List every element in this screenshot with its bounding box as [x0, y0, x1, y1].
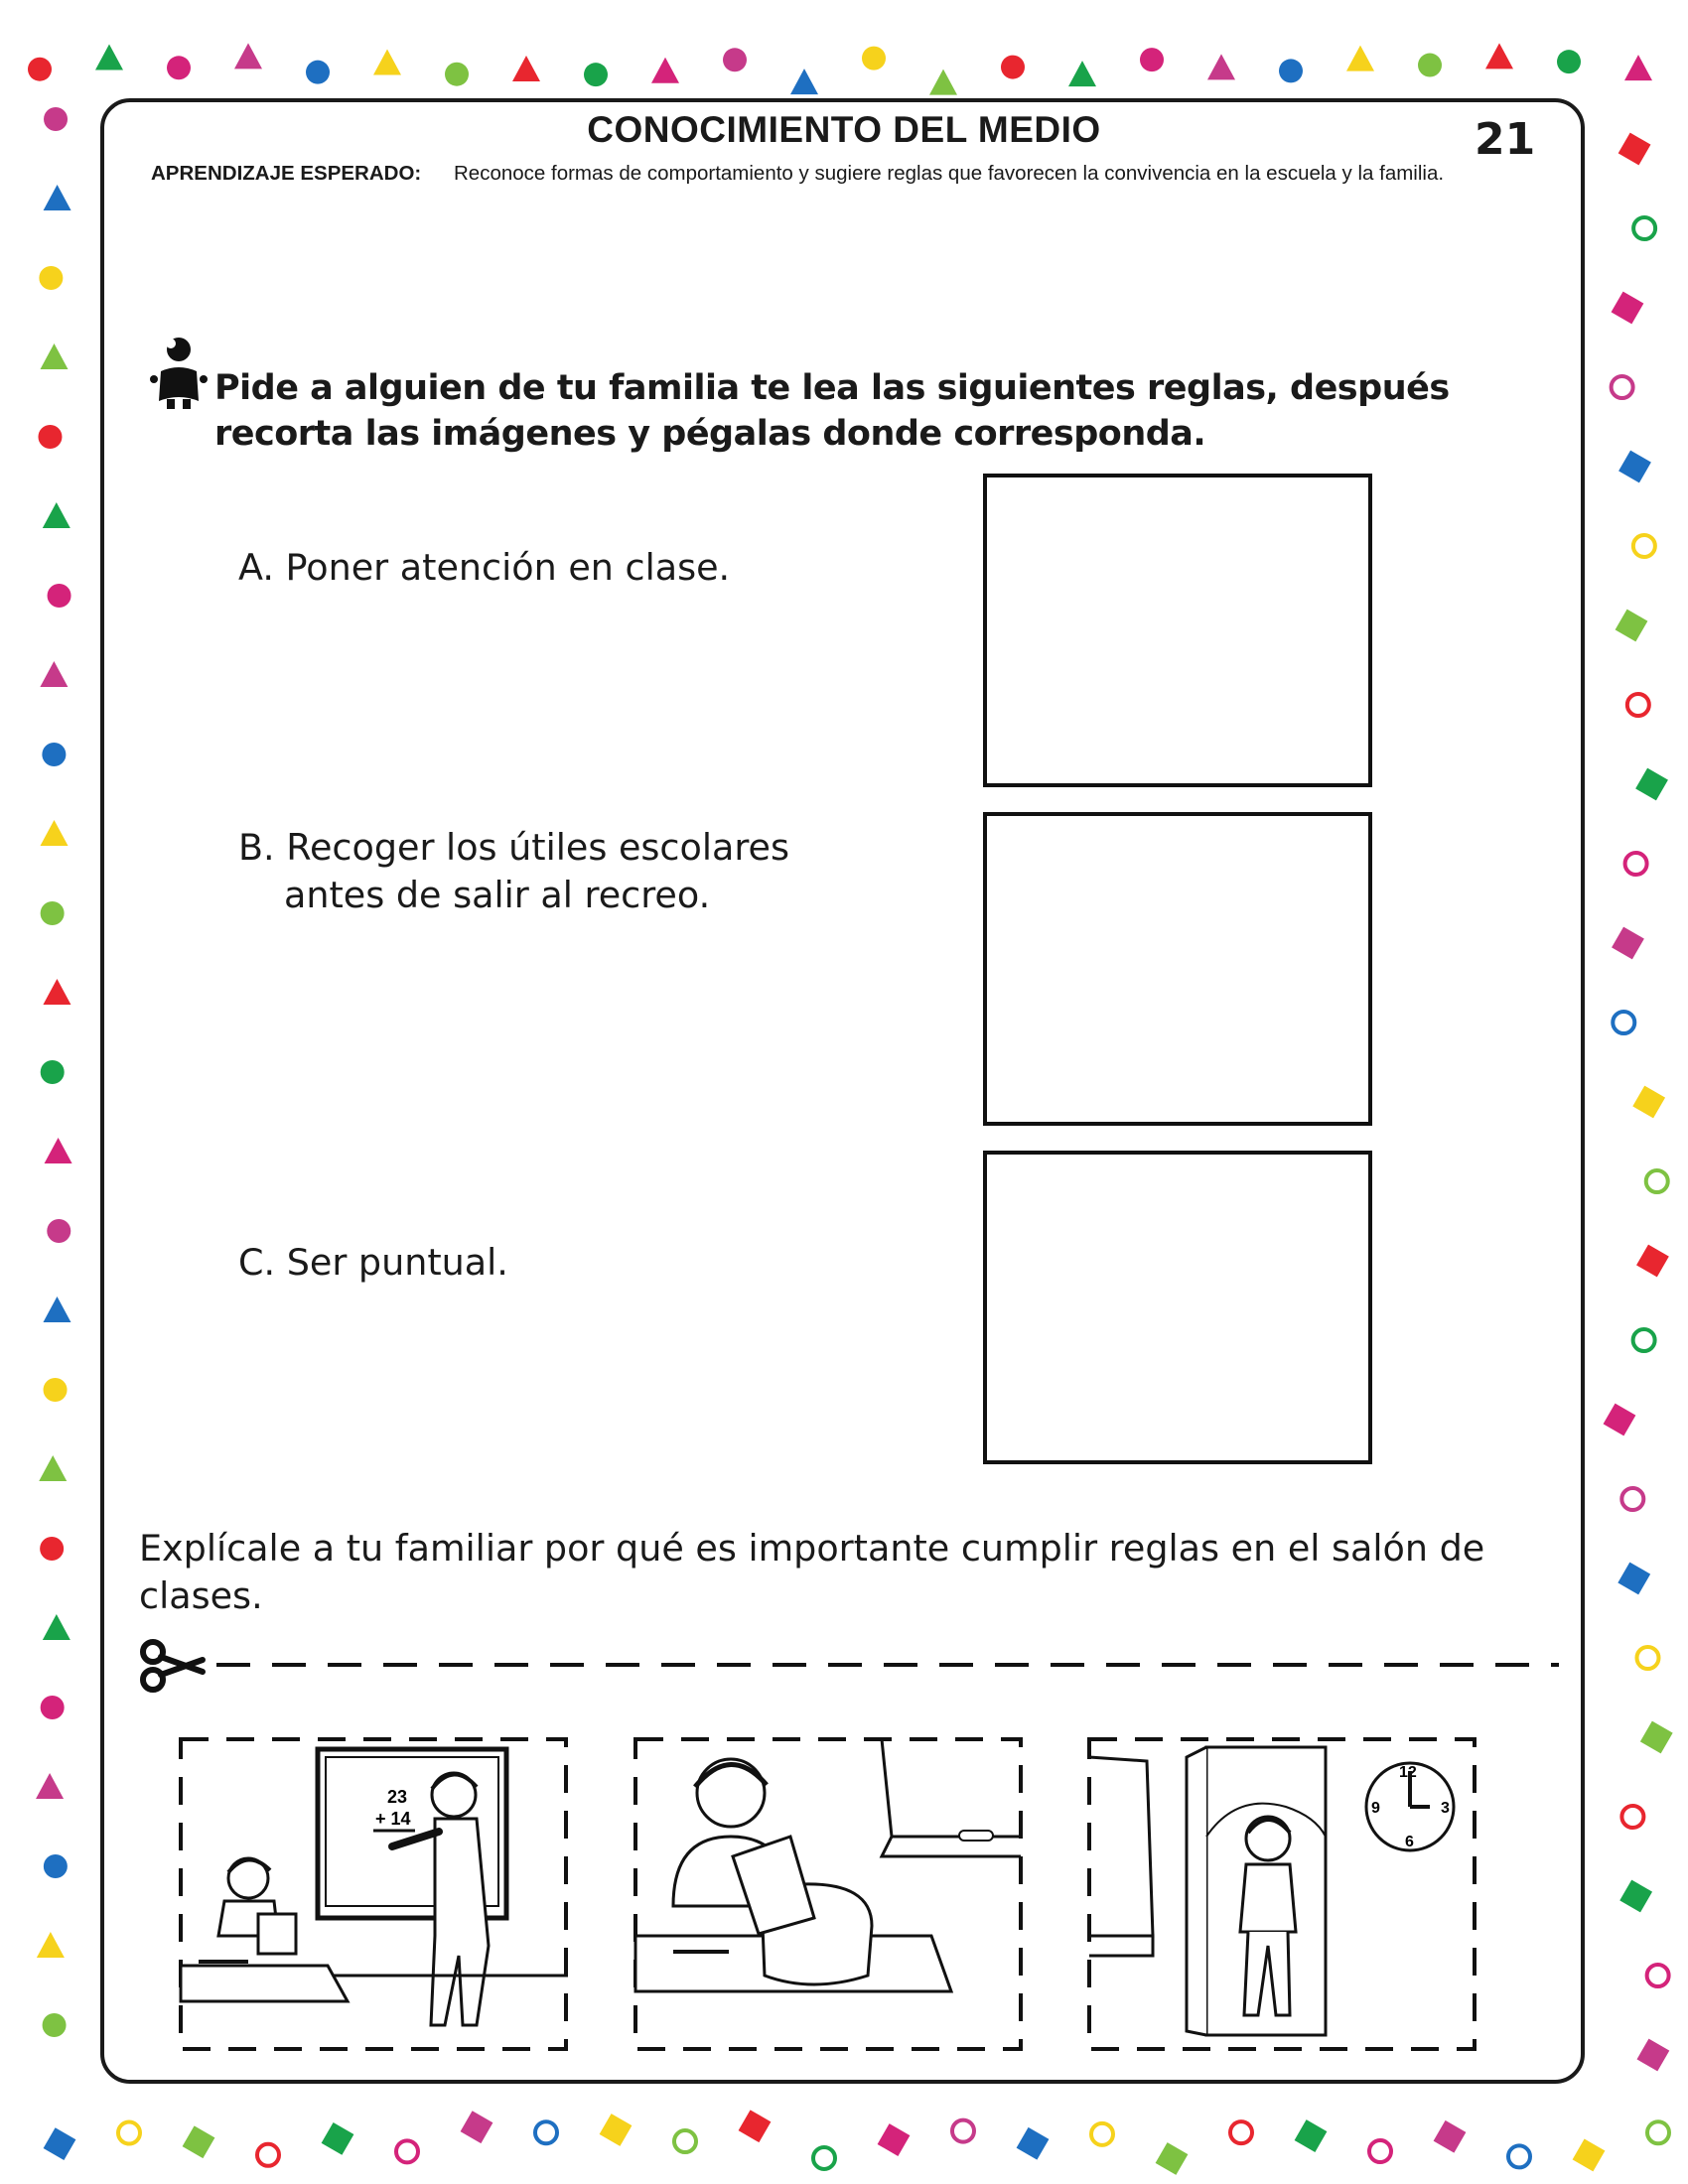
- cut-line: [139, 1640, 1559, 1690]
- confetti-piece: [600, 2114, 633, 2146]
- subject-title: CONOCIMIENTO DEL MEDIO: [587, 109, 1101, 150]
- confetti-piece: [39, 1455, 67, 1481]
- confetti-piece: [40, 1537, 64, 1561]
- cutout-card-pack-supplies[interactable]: [633, 1737, 1023, 2051]
- confetti-piece: [813, 2147, 835, 2169]
- confetti-piece: [1091, 2123, 1113, 2145]
- rule-b-text: B. Recoger los útiles escolares: [238, 826, 790, 869]
- instruction-text: Pide a alguien de tu familia te lea las siguientes reglas, después recorta las imágenes y pégalas donde corresponda.: [214, 368, 1450, 454]
- confetti-piece: [1647, 1965, 1669, 1986]
- confetti-piece: [1624, 55, 1652, 80]
- confetti-piece: [183, 2125, 215, 2158]
- confetti-piece: [739, 2110, 772, 2142]
- confetti-piece: [43, 502, 70, 528]
- confetti-piece: [584, 63, 608, 86]
- confetti-piece: [95, 44, 123, 69]
- confetti-piece: [37, 1932, 65, 1958]
- confetti-piece: [1618, 451, 1651, 483]
- confetti-piece: [1627, 694, 1649, 716]
- learning-text: Reconoce formas de comportamiento y sugiere reglas que favorecen la convivencia en la escuela y la familia.: [454, 162, 1445, 185]
- confetti-piece: [1640, 1721, 1673, 1754]
- confetti-piece: [1604, 1404, 1636, 1436]
- confetti-piece: [1418, 54, 1442, 77]
- confetti-piece: [43, 2013, 67, 2037]
- confetti-piece: [1207, 54, 1235, 79]
- teacher-blackboard-illustration: [179, 1737, 568, 2051]
- confetti-piece: [723, 48, 747, 71]
- rule-a-text: A. Poner atención en clase.: [238, 546, 731, 589]
- confetti-piece: [1621, 1488, 1643, 1510]
- confetti-piece: [952, 2120, 974, 2142]
- confetti-piece: [1068, 61, 1096, 86]
- confetti-piece: [40, 661, 68, 687]
- confetti-piece: [651, 58, 679, 83]
- confetti-piece: [1612, 927, 1644, 960]
- page-number: 21: [1475, 114, 1536, 165]
- confetti-piece: [1646, 1170, 1668, 1192]
- confetti-piece: [1001, 56, 1025, 79]
- confetti-piece: [1616, 610, 1648, 642]
- confetti-piece: [1613, 1012, 1634, 1033]
- confetti-piece: [28, 58, 52, 81]
- confetti-piece: [445, 63, 469, 86]
- clock-6: 6: [1405, 1834, 1414, 1850]
- confetti-piece: [1434, 2120, 1467, 2153]
- confetti-piece: [42, 743, 66, 766]
- clock-12: 12: [1399, 1764, 1417, 1781]
- confetti-piece: [1485, 43, 1513, 68]
- reading-child-icon: [149, 334, 209, 411]
- confetti-piece: [1279, 59, 1303, 82]
- confetti-piece: [1636, 1647, 1658, 1669]
- confetti-piece: [1619, 1880, 1652, 1913]
- confetti-piece: [43, 1297, 70, 1322]
- confetti-piece: [1140, 48, 1164, 71]
- confetti-piece: [257, 2144, 279, 2166]
- confetti-piece: [373, 50, 401, 75]
- confetti-piece: [1508, 2145, 1530, 2167]
- confetti-piece: [47, 1219, 70, 1243]
- explain-text: Explícale a tu familiar por qué es importante cumplir reglas en el salón de clases.: [139, 1527, 1485, 1617]
- clock-3: 3: [1441, 1800, 1450, 1817]
- board-number-1: 23: [387, 1787, 408, 1807]
- confetti-piece: [1230, 2121, 1252, 2143]
- paste-box-a[interactable]: [983, 474, 1372, 787]
- confetti-piece: [1618, 1563, 1650, 1595]
- paste-box-c[interactable]: [983, 1151, 1372, 1464]
- confetti-piece: [1647, 2121, 1669, 2143]
- confetti-piece: [1635, 768, 1668, 801]
- confetti-piece: [1637, 2039, 1670, 2072]
- student-packing-backpack-illustration: [633, 1737, 1023, 2051]
- confetti-piece: [396, 2140, 418, 2162]
- confetti-piece: [41, 343, 69, 369]
- cutout-card-attention[interactable]: [179, 1737, 568, 2051]
- confetti-piece: [1636, 1245, 1669, 1278]
- confetti-piece: [1612, 376, 1633, 398]
- confetti-piece: [45, 1138, 72, 1163]
- paste-box-b[interactable]: [983, 812, 1372, 1126]
- confetti-piece: [306, 61, 330, 84]
- confetti-piece: [167, 56, 191, 79]
- confetti-piece: [1346, 46, 1374, 71]
- confetti-piece: [44, 185, 71, 210]
- confetti-piece: [38, 425, 62, 449]
- confetti-piece: [1557, 50, 1581, 73]
- confetti-piece: [41, 901, 65, 925]
- confetti-piece: [48, 584, 71, 608]
- confetti-piece: [41, 1060, 65, 1084]
- confetti-piece: [44, 1854, 68, 1878]
- confetti-piece: [44, 1378, 68, 1402]
- confetti-piece: [1017, 2127, 1050, 2160]
- confetti-piece: [44, 2127, 76, 2160]
- confetti-piece: [1633, 1329, 1655, 1351]
- confetti-piece: [929, 69, 957, 95]
- confetti-piece: [674, 2130, 696, 2152]
- confetti-piece: [1621, 1806, 1643, 1828]
- confetti-piece: [1633, 217, 1655, 239]
- clock-9: 9: [1371, 1800, 1380, 1817]
- confetti-piece: [41, 1696, 65, 1719]
- learning-label: APRENDIZAJE ESPERADO:: [151, 162, 422, 185]
- rule-b-text-line2: antes de salir al recreo.: [284, 874, 711, 916]
- confetti-piece: [36, 1773, 64, 1799]
- rule-b: [238, 824, 854, 919]
- confetti-piece: [790, 68, 818, 94]
- confetti-piece: [535, 2121, 557, 2143]
- board-number-2: + 14: [375, 1809, 411, 1829]
- confetti-piece: [1625, 853, 1647, 875]
- confetti-piece: [1369, 2140, 1391, 2162]
- confetti-piece: [322, 2122, 354, 2155]
- confetti-piece: [118, 2122, 140, 2144]
- confetti-piece: [862, 47, 886, 70]
- confetti-piece: [512, 56, 540, 81]
- confetti-piece: [43, 979, 70, 1005]
- rule-a: [238, 544, 854, 592]
- rule-c-text: C. Ser puntual.: [238, 1241, 508, 1284]
- confetti-piece: [878, 2123, 911, 2156]
- confetti-piece: [1573, 2139, 1606, 2172]
- confetti-piece: [1156, 2142, 1189, 2175]
- confetti-piece: [1612, 292, 1644, 325]
- confetti-piece: [234, 43, 262, 68]
- confetti-piece: [43, 1614, 70, 1640]
- confetti-piece: [39, 266, 63, 290]
- confetti-piece: [41, 820, 69, 846]
- confetti-piece: [461, 2111, 493, 2143]
- confetti-piece: [1633, 535, 1655, 557]
- student-arriving-door-illustration: [1087, 1737, 1477, 2051]
- confetti-piece: [1632, 1086, 1665, 1119]
- rule-c: [238, 1239, 854, 1287]
- cutout-card-punctual[interactable]: [1087, 1737, 1477, 2051]
- confetti-piece: [1295, 2119, 1328, 2152]
